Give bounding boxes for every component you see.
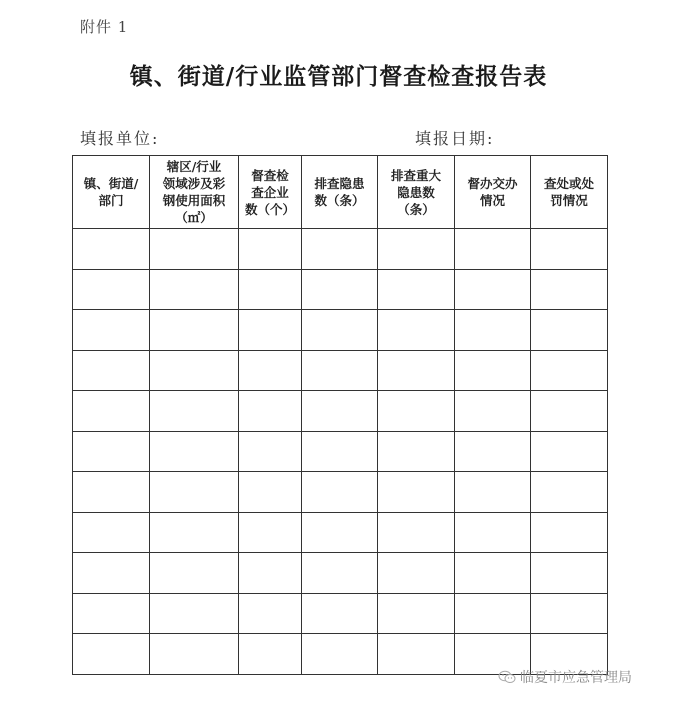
table-cell[interactable] xyxy=(73,634,150,675)
column-header xyxy=(150,156,239,229)
table-cell[interactable] xyxy=(239,553,302,594)
table-cell[interactable] xyxy=(378,269,455,310)
table-cell[interactable] xyxy=(378,553,455,594)
table-cell[interactable] xyxy=(239,472,302,513)
table-cell[interactable] xyxy=(378,634,455,675)
table-header-row xyxy=(73,156,608,229)
column-header xyxy=(531,156,608,229)
table-cell[interactable] xyxy=(302,593,378,634)
column-header-line: （㎡） xyxy=(175,210,213,225)
table-cell[interactable] xyxy=(378,512,455,553)
table-cell[interactable] xyxy=(531,269,608,310)
table-cell[interactable] xyxy=(150,512,239,553)
table-cell[interactable] xyxy=(455,593,531,634)
table-cell[interactable] xyxy=(73,553,150,594)
column-header-line: 查企业 xyxy=(251,184,289,200)
table-row xyxy=(73,472,608,513)
watermark xyxy=(498,667,632,687)
column-header xyxy=(455,156,531,229)
table-cell[interactable] xyxy=(302,634,378,675)
table-cell[interactable] xyxy=(531,593,608,634)
table-cell[interactable] xyxy=(531,310,608,351)
table-cell[interactable] xyxy=(378,431,455,472)
table-cell[interactable] xyxy=(531,229,608,270)
table-cell[interactable] xyxy=(73,269,150,310)
table-cell[interactable] xyxy=(150,472,239,513)
table-cell[interactable] xyxy=(302,391,378,432)
table-cell[interactable] xyxy=(239,269,302,310)
table-cell[interactable] xyxy=(150,431,239,472)
table-cell[interactable] xyxy=(73,512,150,553)
column-header-line: 钢使用面积 xyxy=(162,193,226,208)
column-header-line: 情况 xyxy=(479,193,505,208)
table-cell[interactable] xyxy=(302,229,378,270)
column-header xyxy=(302,156,378,229)
table-cell[interactable] xyxy=(73,472,150,513)
table-cell[interactable] xyxy=(150,553,239,594)
table-cell[interactable] xyxy=(239,229,302,270)
table-row xyxy=(73,512,608,553)
table-cell[interactable] xyxy=(302,512,378,553)
table-cell[interactable] xyxy=(239,391,302,432)
table-cell[interactable] xyxy=(150,593,239,634)
column-header-line: 镇、街道/ xyxy=(83,176,139,191)
table-cell[interactable] xyxy=(239,512,302,553)
table-cell[interactable] xyxy=(455,431,531,472)
wechat-icon xyxy=(498,670,516,684)
table-row xyxy=(73,553,608,594)
column-header xyxy=(378,156,455,229)
attachment-label: 附件 1 xyxy=(80,18,129,36)
table-cell[interactable] xyxy=(455,512,531,553)
table-cell[interactable] xyxy=(455,391,531,432)
page-title: 镇、街道/行业监管部门督查检查报告表 xyxy=(129,63,548,90)
table-cell[interactable] xyxy=(73,310,150,351)
column-header-line: 排查隐患 xyxy=(314,176,365,191)
column-header-line: 查处或处 xyxy=(543,176,594,191)
table-cell[interactable] xyxy=(302,269,378,310)
table-row xyxy=(73,229,608,270)
column-header-line: 隐患数 xyxy=(397,184,435,200)
column-header-line: 辖区/行业 xyxy=(166,159,222,174)
fill-date-label: 填报日期: xyxy=(415,129,495,148)
table-cell[interactable] xyxy=(150,269,239,310)
table-cell[interactable] xyxy=(378,593,455,634)
table-row xyxy=(73,350,608,391)
table-cell[interactable] xyxy=(455,350,531,391)
column-header xyxy=(73,156,150,229)
column-header-line: （条） xyxy=(397,201,435,217)
table-cell[interactable] xyxy=(378,229,455,270)
table-cell[interactable] xyxy=(302,553,378,594)
table-cell[interactable] xyxy=(73,431,150,472)
table-cell[interactable] xyxy=(302,350,378,391)
table-cell[interactable] xyxy=(239,431,302,472)
table-cell[interactable] xyxy=(73,593,150,634)
table-cell[interactable] xyxy=(150,634,239,675)
column-header-line: 督办交办 xyxy=(467,176,518,191)
table-cell[interactable] xyxy=(531,350,608,391)
report-table xyxy=(72,155,608,675)
table-cell[interactable] xyxy=(150,350,239,391)
table-cell[interactable] xyxy=(378,310,455,351)
fill-unit-label: 填报单位: xyxy=(80,129,160,148)
table-cell[interactable] xyxy=(378,391,455,432)
table-row xyxy=(73,593,608,634)
table-cell[interactable] xyxy=(150,391,239,432)
column-header xyxy=(239,156,302,229)
table-cell[interactable] xyxy=(455,472,531,513)
table-cell[interactable] xyxy=(239,634,302,675)
column-header-line: 部门 xyxy=(98,193,124,208)
table-row xyxy=(73,391,608,432)
table-cell[interactable] xyxy=(378,350,455,391)
column-header-line: 罚情况 xyxy=(550,193,588,208)
table-cell[interactable] xyxy=(73,391,150,432)
table-cell[interactable] xyxy=(531,472,608,513)
table-cell[interactable] xyxy=(73,229,150,270)
table-cell[interactable] xyxy=(239,310,302,351)
column-header-line: 督查检 xyxy=(251,167,289,183)
table-cell[interactable] xyxy=(302,431,378,472)
column-header-line: 数（个） xyxy=(244,201,295,217)
table-cell[interactable] xyxy=(239,350,302,391)
table-cell[interactable] xyxy=(531,553,608,594)
table-cell[interactable] xyxy=(150,229,239,270)
table-cell[interactable] xyxy=(455,229,531,270)
table-row xyxy=(73,431,608,472)
table-cell[interactable] xyxy=(302,472,378,513)
column-header-line: 排查重大 xyxy=(390,167,441,183)
table-cell[interactable] xyxy=(531,512,608,553)
table-cell[interactable] xyxy=(73,350,150,391)
table-cell[interactable] xyxy=(531,431,608,472)
table-row xyxy=(73,269,608,310)
watermark-text: 临夏市应急管理局 xyxy=(520,670,632,686)
table-cell[interactable] xyxy=(239,593,302,634)
table-cell[interactable] xyxy=(455,310,531,351)
table-row xyxy=(73,310,608,351)
table-cell[interactable] xyxy=(302,310,378,351)
table-cell[interactable] xyxy=(150,310,239,351)
column-header-line: 数（条） xyxy=(314,193,365,208)
column-header-line: 领域涉及彩 xyxy=(162,176,226,191)
table-cell[interactable] xyxy=(378,472,455,513)
table-cell[interactable] xyxy=(531,391,608,432)
table-cell[interactable] xyxy=(455,553,531,594)
table-cell[interactable] xyxy=(455,269,531,310)
